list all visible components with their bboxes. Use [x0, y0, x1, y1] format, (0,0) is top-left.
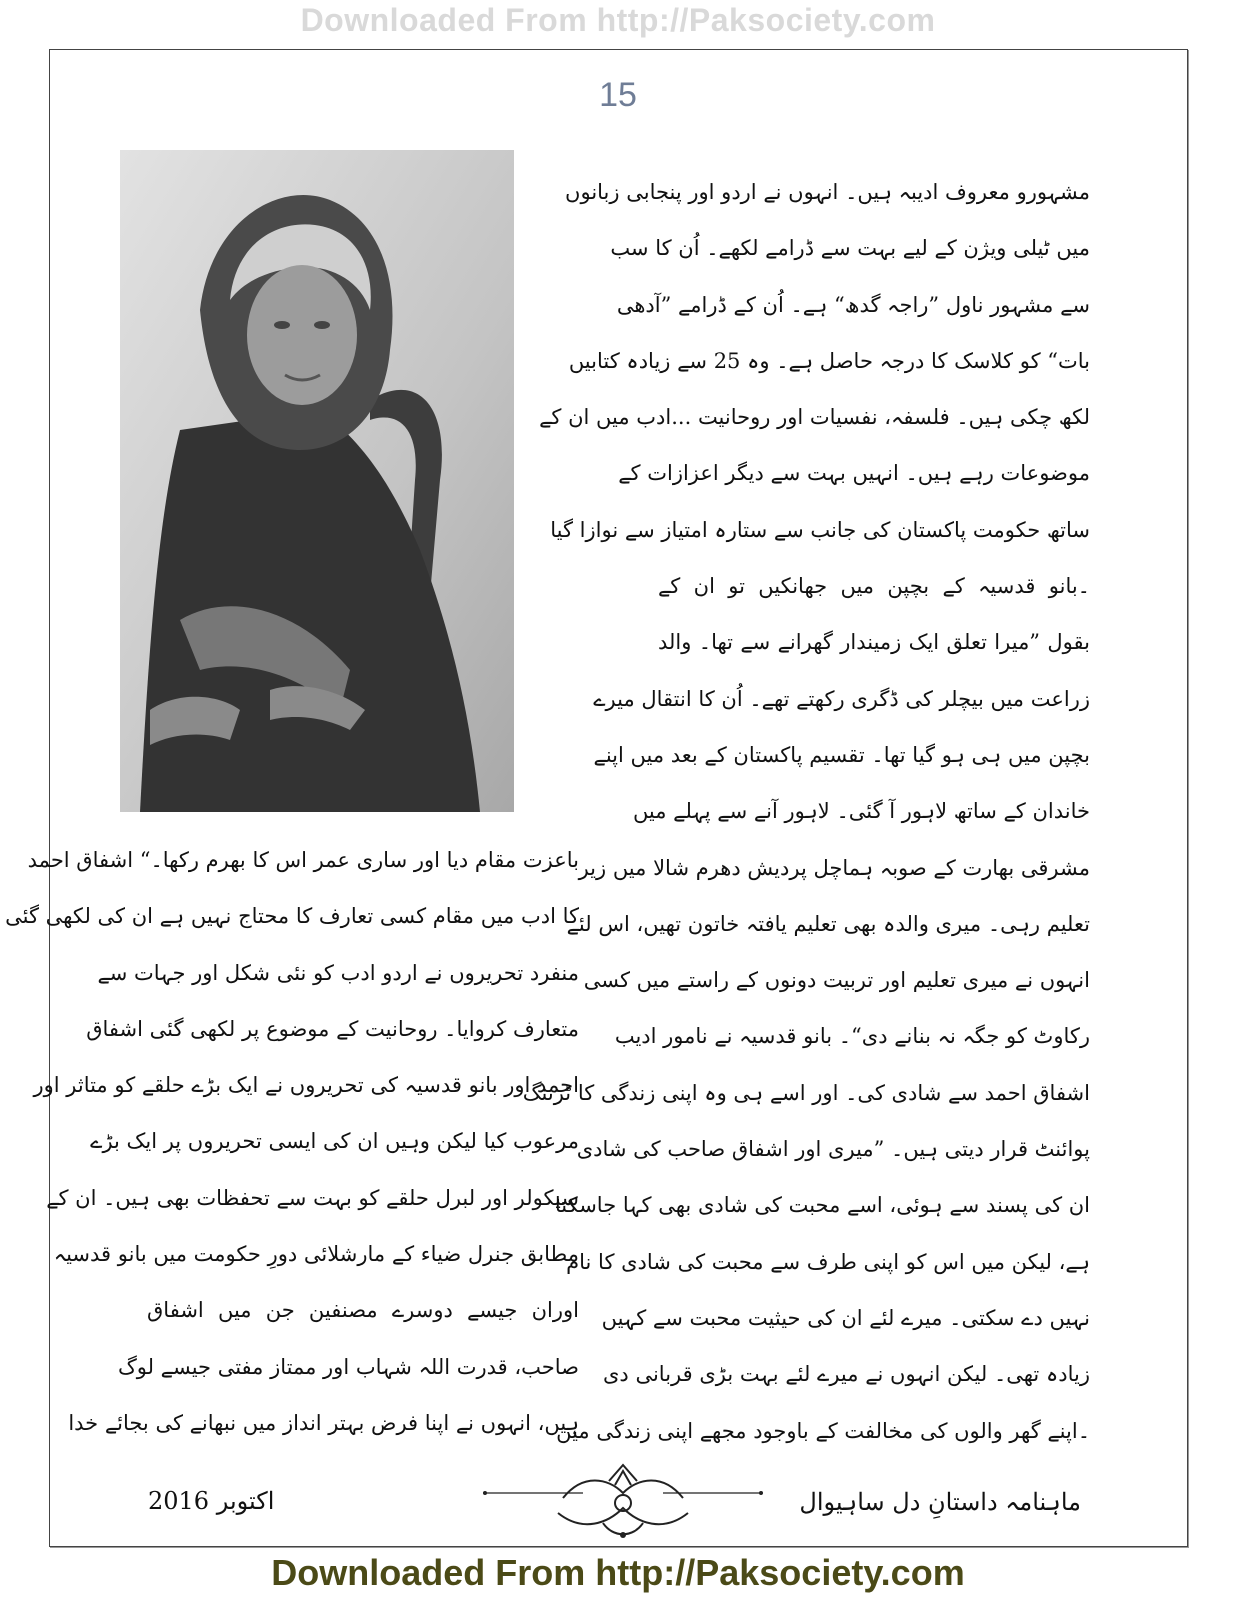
- text-line: صاحب، قدرت اللہ شہاب اور ممتاز مفتی جیسے لوگ: [117, 1354, 579, 1379]
- text-line: ساتھ حکومت پاکستان کی جانب سے ستارہ امتیاز سے نوازا گیا: [550, 517, 1090, 542]
- magazine-name: ماہنامہ داستانِ دل ساہیوال: [799, 1488, 1081, 1516]
- bottom-watermark: Downloaded From http://Paksociety.com: [271, 1552, 965, 1593]
- text-line: ۔بانو قدسیہ کے بچپن میں جھانکیں تو ان کے: [658, 574, 1090, 599]
- text-line: انہوں نے میری تعلیم اور تربیت دونوں کے راستے میں کسی: [583, 968, 1090, 993]
- article-left-column: [5, 832, 579, 1451]
- text-line: مشرقی بھارت کے صوبہ ہماچل پردیش دھرم شالا میں زیر: [578, 855, 1090, 880]
- portrait-icon: [120, 150, 514, 812]
- text-line: منفرد تحریروں نے اردو ادب کو نئی شکل اور جہات سے: [97, 960, 579, 985]
- text-line: زیادہ تھی۔ لیکن انہوں نے میرے لئے بہت بڑی قربانی دی: [602, 1362, 1090, 1387]
- text-line: پوائنٹ قرار دیتی ہیں۔ ”میری اور اشفاق صاحب کی شادی: [576, 1137, 1090, 1162]
- text-line: ہیں، انہوں نے اپنا فرض بہتر انداز میں نبھانے کی بجائے خدا: [68, 1410, 579, 1435]
- text-line: بچپن میں ہی ہو گیا تھا۔ تقسیم پاکستان کے بعد میں اپنے: [593, 742, 1090, 767]
- text-line: میں ٹیلی ویژن کے لیے بہت سے ڈرامے لکھے۔ اُن کا سب: [610, 236, 1090, 261]
- text-line: ۔اپنے گھر والوں کی مخالفت کے باوجود مجھے اپنی زندگی میں: [556, 1418, 1090, 1443]
- portrait-photo: [120, 150, 514, 812]
- issue-date: اکتوبر 2016: [148, 1487, 275, 1515]
- text-line: مطابق جنرل ضیاء کے مارشلائی دورِ حکومت میں بانو قدسیہ: [53, 1242, 579, 1267]
- text-line: مرعوب کیا لیکن وہیں ان کی ایسی تحریروں پر ایک بڑے: [90, 1129, 579, 1154]
- text-line: باعزت مقام دیا اور ساری عمر اس کا بھرم رکھا۔“ اشفاق احمد: [27, 848, 579, 872]
- page-number: 15: [599, 76, 637, 114]
- text-line: زراعت میں بیچلر کی ڈگری رکھتے تھے۔ اُن کا انتقال میرے: [593, 686, 1090, 711]
- top-watermark: Downloaded From http://Paksociety.com: [300, 2, 936, 38]
- text-line: اشفاق احمد سے شادی کی۔ اور اسے ہی وہ اپنی زندگی کا ٹرننگ: [522, 1080, 1090, 1105]
- text-line: بات“ کو کلاسک کا درجہ حاصل ہے۔ وہ 25 سے زیادہ کتابیں: [568, 348, 1090, 373]
- text-line: سیکولر اور لبرل حلقے کو بہت سے تحفظات بھی ہیں۔ ان کے: [46, 1185, 579, 1210]
- text-line: متعارف کروایا۔ روحانیت کے موضوع پر لکھی گئی اشفاق: [86, 1016, 579, 1041]
- text-line: نہیں دے سکتی۔ میرے لئے ان کی حیثیت محبت سے کہیں: [601, 1305, 1090, 1330]
- text-line: ہے، لیکن میں اس کو اپنی طرف سے محبت کی شادی کا نام: [566, 1249, 1090, 1274]
- ornament-divider-icon: [483, 1463, 763, 1543]
- text-line: موضوعات رہے ہیں۔ انہیں بہت سے دیگر اعزازات کے: [618, 461, 1090, 486]
- text-line: بقول ”میرا تعلق ایک زمیندار گھرانے سے تھا۔ والد: [658, 630, 1090, 655]
- text-line: لکھ چکی ہیں۔ فلسفہ، نفسیات اور روحانیت ...ادب میں ان کے: [539, 405, 1090, 430]
- text-line: تعلیم رہی۔ میری والدہ بھی تعلیم یافتہ خاتون تھیں، اس لئے: [566, 911, 1090, 936]
- text-line: احمد اور بانو قدسیہ کی تحریروں نے ایک بڑے حلقے کو متاثر اور: [33, 1073, 579, 1098]
- text-line: خاندان کے ساتھ لاہور آ گئی۔ لاہور آنے سے پہلے میں: [632, 799, 1090, 824]
- text-line: اوران جیسے دوسرے مصنفین جن میں اشفاق: [147, 1298, 579, 1323]
- text-line: سے مشہور ناول ”راجہ گدھ“ ہے۔ اُن کے ڈرامے ”آدھی: [616, 292, 1090, 317]
- article-right-column: [522, 164, 1090, 1459]
- text-line: رکاوٹ کو جگہ نہ بنانے دی“۔ بانو قدسیہ نے نامور ادیب: [614, 1024, 1090, 1049]
- text-line: مشہورو معروف ادیبہ ہیں۔ انہوں نے اردو اور پنجابی زبانوں: [565, 180, 1090, 204]
- text-line: کا ادب میں مقام کسی تعارف کا محتاج نہیں ہے ان کی لکھی گئی: [5, 904, 579, 929]
- text-line: ان کی پسند سے ہوئی، اسے محبت کی شادی بھی کہا جاسکتا: [554, 1193, 1090, 1218]
